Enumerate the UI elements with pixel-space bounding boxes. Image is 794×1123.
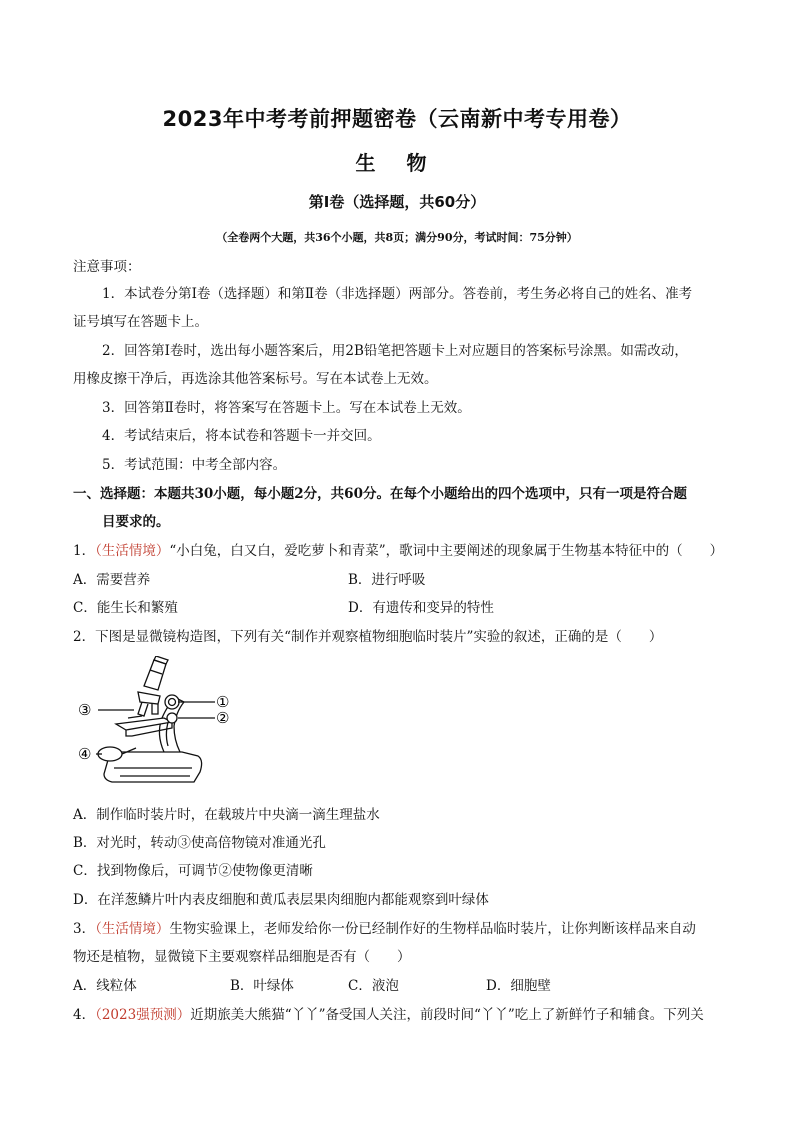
subject-title: 生 物: [355, 151, 439, 175]
question-text: 生物实验课上，老师发给你一份已经制作好的生物样品临时装片，让你判断该样品来自动: [169, 921, 696, 937]
q1-option-a: A．需要营养: [73, 572, 151, 588]
label-4: ④: [78, 745, 92, 763]
notice-item-4: 4．考试结束后，将本试卷和答题卡一并交回。: [102, 428, 381, 444]
question-2: 2．下图是显微镜构造图，下列有关“制作并观察植物细胞临时装片”实验的叙述，正确的是（ ）: [73, 629, 663, 645]
microscope-drawing: [96, 656, 215, 782]
label-1: ①: [216, 693, 230, 711]
notice-item-1-cont: 证号填写在答题卡上。: [73, 314, 208, 330]
question-text: “小白兔，白又白，爱吃萝卜和青菜”，歌词中主要阐述的现象属于生物基本特征中的（ ）: [169, 543, 724, 559]
question-3-cont: 物还是植物，显微镜下主要观察样品细胞是否有（ ）: [73, 949, 411, 965]
q3-option-d: D．细胞壁: [486, 978, 551, 994]
part-title: 第Ⅰ卷（选择题，共60分）: [308, 193, 486, 211]
q2-option-c: C．找到物像后，可调节②使物像更清晰: [73, 863, 313, 879]
question-tag: （2023强预测）: [95, 1007, 191, 1023]
section-heading-cont: 目要求的。: [102, 514, 170, 530]
notice-item-5: 5．考试范围：中考全部内容。: [102, 457, 287, 473]
question-1: [73, 542, 723, 560]
question-number: 1．: [73, 543, 96, 559]
exam-title: 2023年中考考前押题密卷（云南新中考专用卷）: [162, 107, 632, 131]
q3-option-b: B．叶绿体: [230, 978, 294, 994]
question-3: [73, 920, 696, 938]
q3-option-a: A．线粒体: [73, 978, 137, 994]
question-number: 3．: [73, 921, 96, 937]
q1-option-c: C．能生长和繁殖: [73, 600, 178, 616]
section-heading: 一、选择题：本题共30小题，每小题2分，共60分。在每个小题给出的四个选项中，只有一项是符合题: [73, 486, 687, 502]
exam-info: （全卷两个大题，共36个小题，共8页；满分90分，考试时间：75分钟）: [216, 231, 578, 244]
label-2: ②: [216, 709, 230, 727]
q2-option-d: D．在洋葱鳞片叶内表皮细胞和黄瓜表层果肉细胞内都能观察到叶绿体: [73, 892, 489, 908]
question-tag: （生活情境）: [95, 921, 170, 937]
notice-item-1: 1．本试卷分第Ⅰ卷（选择题）和第Ⅱ卷（非选择题）两部分。答卷前，考生务必将自己的姓名、准考: [102, 286, 693, 302]
question-text: 近期旅美大熊猫“丫丫”备受国人关注，前段时间“丫丫”吃上了新鲜竹子和辅食。下列关: [190, 1007, 704, 1023]
question-4: [73, 1006, 704, 1024]
notice-item-3: 3．回答第Ⅱ卷时，将答案写在答题卡上。写在本试卷上无效。: [102, 400, 471, 416]
q3-option-c: C．液泡: [348, 978, 399, 994]
notice-item-2: 2．回答第Ⅰ卷时，选出每小题答案后，用2B铅笔把答题卡上对应题目的答案标号涂黑。如需改动，: [102, 343, 688, 359]
question-tag: （生活情境）: [95, 543, 170, 559]
notice-heading: 注意事项：: [73, 259, 141, 275]
question-number: 4．: [73, 1007, 96, 1023]
q1-option-b: B．进行呼吸: [348, 572, 426, 588]
label-3: ③: [78, 701, 92, 719]
q2-option-b: B．对光时，转动③使高倍物镜对准通光孔: [73, 835, 326, 851]
microscope-diagram: [72, 656, 262, 792]
notice-item-2-cont: 用橡皮擦干净后，再选涂其他答案标号。写在本试卷上无效。: [73, 371, 438, 387]
q1-option-d: D．有遗传和变异的特性: [348, 600, 494, 616]
q2-option-a: A．制作临时装片时，在载玻片中央滴一滴生理盐水: [73, 807, 380, 823]
